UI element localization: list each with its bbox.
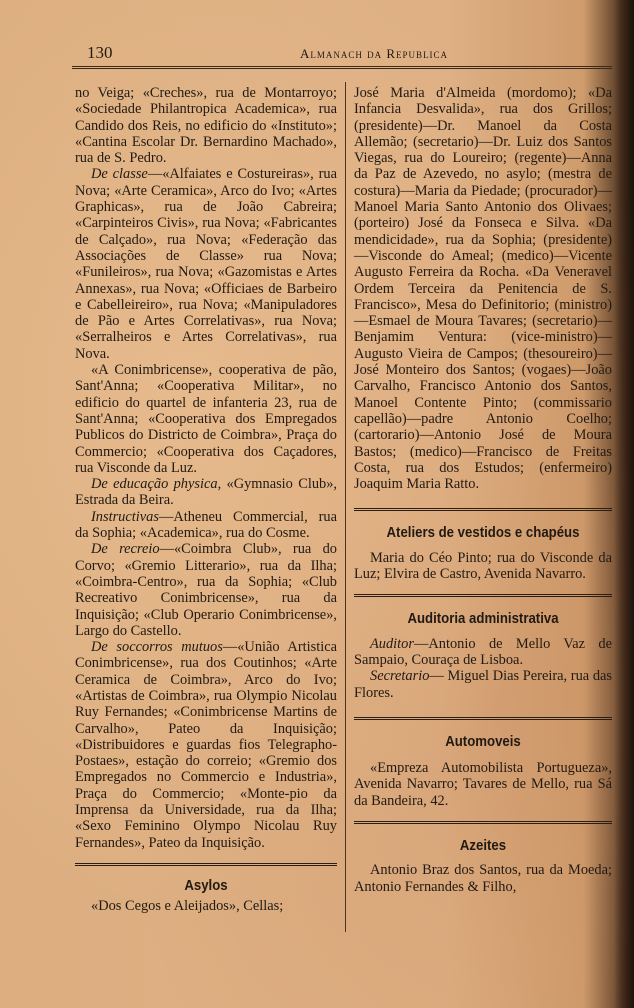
header-rule: [72, 66, 612, 69]
label-auditor: Auditor: [370, 635, 414, 652]
paragraph-automoveis: «Empreza Automobilista Portugueza», Avenida Navarro; Tavares de Mello, rua Sá da Bandeira, 42.: [354, 760, 612, 809]
section-heading-azeites: Azeites: [459, 836, 507, 854]
label-soccorros-mutuos: De soccorros mutuos: [91, 639, 223, 656]
paragraph-asylos: «Dos Cegos e Aleijados», Cellas;: [91, 898, 284, 915]
column-divider: [345, 82, 346, 932]
paragraph-asylos-continued: José Maria d'Almeida (mordomo); «Da Infancia Desvalida», rua dos Grillos; (presidente)—Dr. Manoel da Costa Allemão; (secretario)—Dr. Luiz dos Santos Viegas, rua do Loureiro; (regente)—Anna da Paz de Azevedo, no asylo; (mestra de costura)—Maria da Piedade; (procurador)—Manoel Maria Santo Antonio dos Olivaes; (porteiro) José da Fonseca e Silva. «Da mendicidade», rua da Sophia; (presidente) —Visconde do Ameal; (medico)—Vicente Augusto Ferreira da Rocha. «Da Veneravel Ordem Terceira da Penitencia de S. Francisco», Mesa do Definitorio; (ministro)—Esmael de Moura Tavares; (secretario)—Benjamim Ventura: (vice-ministro)—Augusto Vieira de Campos; (thesoureiro)—José Monteiro dos Santos; (vogaes)—João Carvalho, Francisco Antonio dos Santos, Manoel Contente Pinto; (commissario capellão)—padre Antonio Coelho; (cartorario)—Antonio José de Moura Bastos; (medico)—Francisco de Freitas Costa, rua dos Estudos; (enfermeiro) Joaquim Maria Ratto.: [354, 85, 612, 493]
label-secretario: Secretario: [370, 668, 430, 685]
section-heading-automoveis: Automoveis: [445, 732, 521, 750]
paragraph-ateliers: Maria do Céo Pinto; rua do Visconde da Luz; Elvira de Castro, Avenida Navarro.: [354, 549, 612, 583]
section-heading-auditoria: Auditoria administrativa: [407, 610, 559, 628]
left-column: [75, 85, 337, 915]
section-heading-ateliers: Ateliers de vestidos e chapéus: [386, 524, 580, 542]
section-heading-asylos: Asylos: [184, 876, 228, 894]
running-title: Almanach da Republica: [300, 46, 449, 61]
paragraph-azeites: Antonio Braz dos Santos, rua da Moeda; Antonio Fernandes & Filho,: [354, 862, 612, 895]
label-instructivas: Instructivas: [91, 508, 159, 525]
label-de-classe: De classe: [91, 166, 148, 183]
section-rule: [354, 821, 612, 824]
label-de-recreio: De recreio: [91, 541, 160, 558]
paragraph-secretario: Secretario— Miguel Dias Pereira, rua das Flores.: [354, 668, 612, 701]
paragraph-de-classe: De classe—«Alfaiates e Costureiras», rua Nova; «Arte Ceramica», Arco do Ivo; «Artes Graphicas», rua de João Cabreira; «Carpinteiros Civis», rua Nova; «Fabricantes de Calçado», rua Nova; «Federação das Associações de Classe» rua Nova; «Funileiros», rua Nova; «Gazomistas e Artes Annexas», rua Nova; «Officiaes de Barbeiro e Cabelleireiro», rua Nova; «Manipuladores de Pão e Artes Correlativas», rua Nova; «Serralheiros e Artes Correlativas», rua Nova.: [75, 166, 338, 362]
paragraph-auditor: Auditor—Antonio de Mello Vaz de Sampaio, Couraça de Lisboa.: [354, 635, 612, 668]
paragraph-educacao-physica: De educação physica, «Gymnasio Club», Estrada da Beira.: [75, 476, 337, 509]
paragraph-creches: no Veiga; «Creches», rua de Montarroyo; «Sociedade Philantropica Academica», rua Candido dos Reis, no edificio do «Instituto»; «Cantina Escolar Dr. Bernardino Machado», rua de S. Pedro.: [75, 85, 337, 167]
paragraph-cooperativas: «A Conimbricense», cooperativa de pão, Sant'Anna; «Cooperativa Militar», no edificio do quartel de infanteria 23, rua de Sant'Anna; «Cooperativa dos Empregados Publicos do Districto de Coimbra», Praça do Commercio; «Cooperativa dos Caçadores, rua Visconde da Luz.: [75, 362, 337, 476]
section-rule: [354, 508, 612, 511]
paragraph-soccorros-mutuos: De soccorros mutuos—«União Artistica Conimbricense», rua dos Coutinhos; «Arte Ceramica de Coimbra», Arco do Ivo; «Artistas de Coimbra», rua Olympio Nicolau Ruy Fernandes; «Conimbricense Martins de Carvalho», Pateo da Inquisição; «Distribuidores e guardas fios Telegrapho-Postaes», estação do correio; «Gremio dos Empregados no Commercio e Industria», Praça do Commercio; «Monte-pio da Imprensa da Universidade, rua da Ilha; «Sexo Feminino Olympo Nicolau Ruy Fernandes», Pateo da Inquisição.: [75, 639, 337, 851]
section-rule: [354, 717, 612, 720]
right-column: [354, 85, 612, 895]
book-spine-shadow: [614, 0, 634, 1008]
paragraph-de-recreio: De recreio—«Coimbra Club», rua do Corvo; «Gremio Litterario», rua da Ilha; «Coimbra-Centro», rua da Sophia; «Club Recreativo Conimbricense», rua da Inquisição; «Club Operario Conimbricense», Largo do Castello.: [75, 541, 337, 639]
page-header: [60, 43, 615, 63]
paragraph-instructivas: Instructivas—Atheneu Commercial, rua da Sophia; «Academica», rua do Cosme.: [75, 508, 337, 542]
page-number: 130: [87, 43, 113, 62]
section-rule: [75, 863, 337, 866]
section-rule: [354, 594, 612, 597]
label-educacao-physica: De educação physica: [91, 476, 218, 493]
